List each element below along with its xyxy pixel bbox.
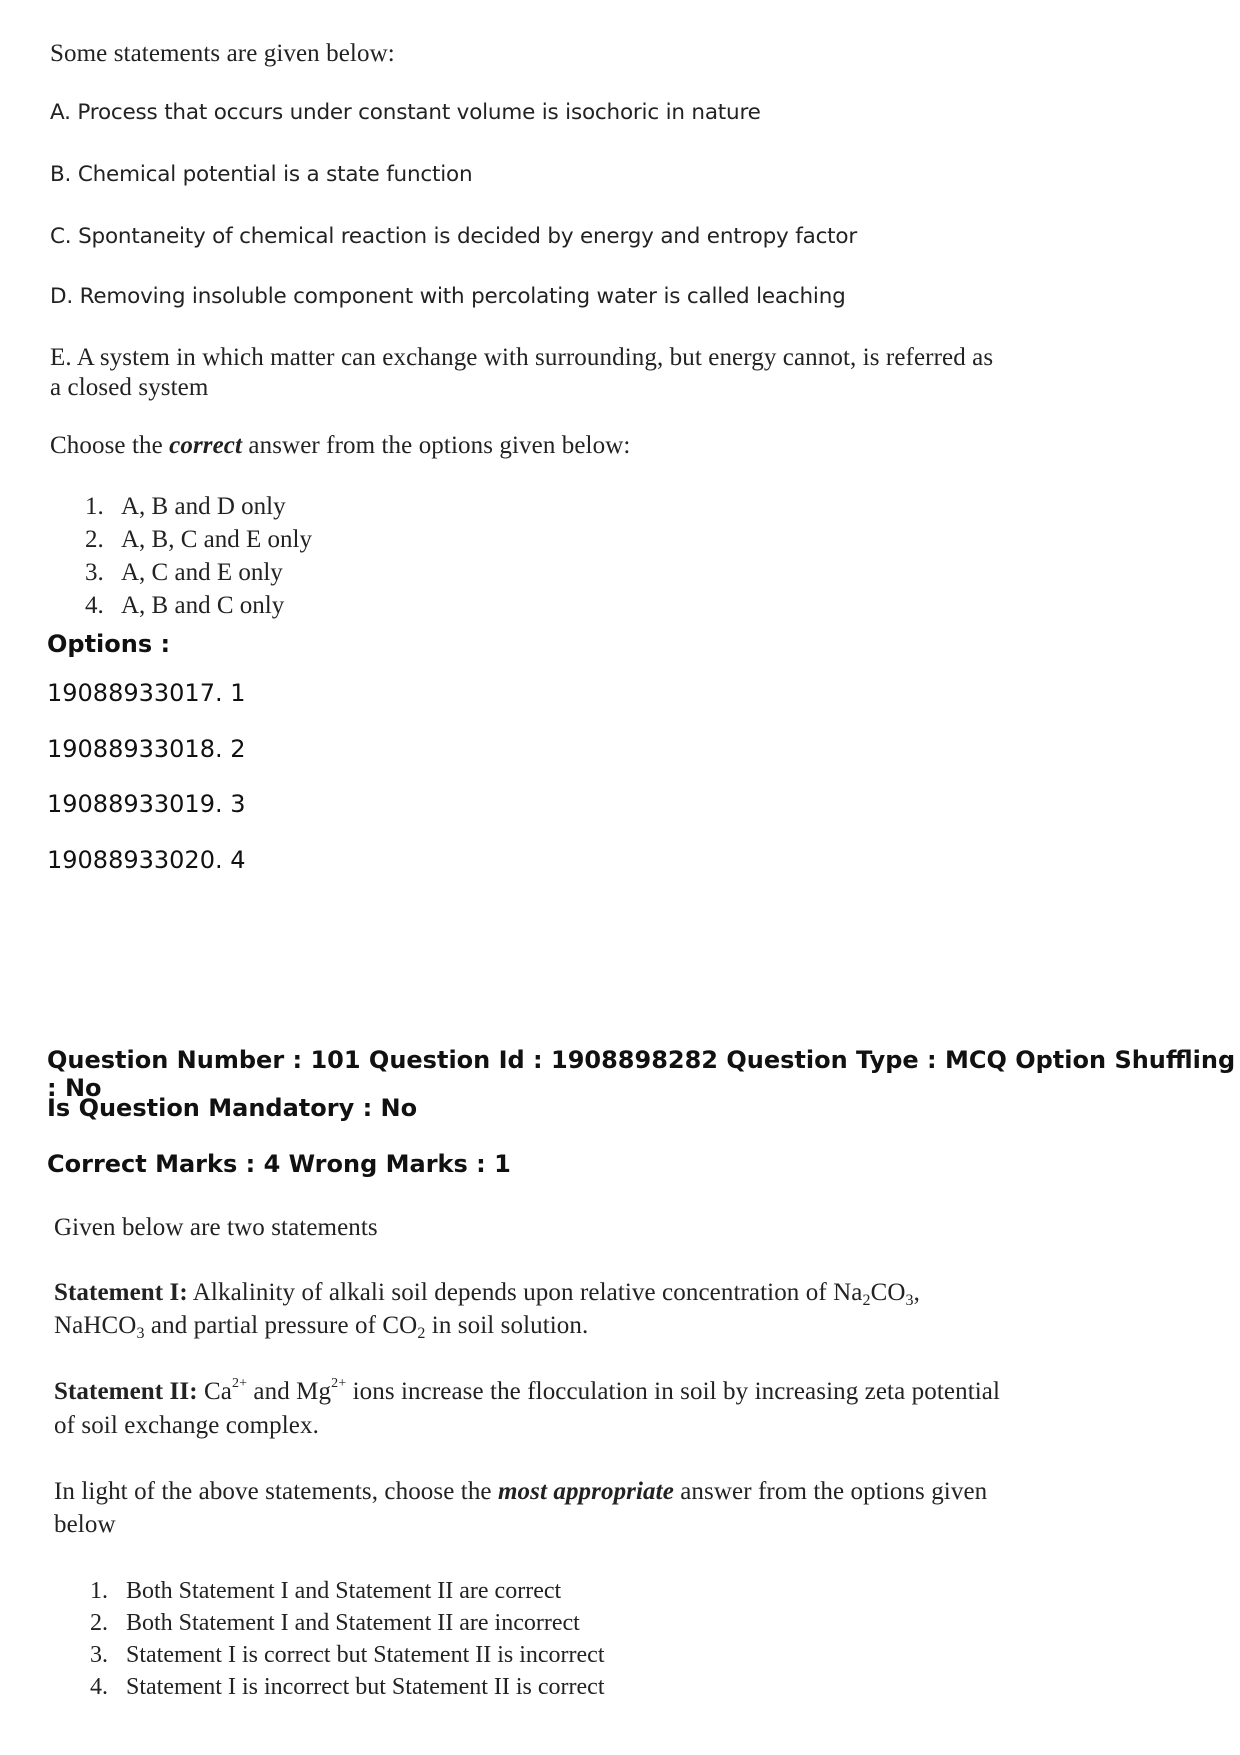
- list-item-number: 3.: [90, 1642, 108, 1668]
- q101-answer-list: [90, 1575, 605, 1703]
- statement-2-label: Statement II:: [54, 1378, 198, 1405]
- statement-2-text: and Mg: [247, 1378, 332, 1405]
- q101-statement-2-line1: [54, 1378, 1000, 1406]
- option-item-1: 19088933017. 1: [47, 679, 246, 707]
- list-item-text: Statement I is incorrect but Statement II is correct: [126, 1674, 605, 1700]
- statement-1-text: NaHCO: [54, 1312, 137, 1339]
- list-item-text: Both Statement I and Statement II are correct: [126, 1578, 562, 1604]
- superscript: 2+: [331, 1376, 347, 1391]
- list-item-number: 4.: [90, 1674, 108, 1700]
- list-item-text: A, B, C and E only: [121, 526, 312, 553]
- list-item: [90, 1671, 605, 1703]
- list-item-number: 4.: [85, 592, 104, 619]
- q100-statement-e-line1: E. A system in which matter can exchange with surrounding, but energy cannot, is referred as: [50, 344, 994, 371]
- q100-statement-a: A. Process that occurs under constant volume is isochoric in nature: [50, 100, 761, 125]
- question-header: Question Number : 101 Question Id : 1908898282 Question Type : MCQ Option Shuffling : No: [47, 1046, 1236, 1102]
- statement-1-text: and partial pressure of CO: [144, 1312, 418, 1339]
- list-item-text: Statement I is correct but Statement II is incorrect: [126, 1642, 605, 1668]
- q100-statement-b: B. Chemical potential is a state function: [50, 162, 473, 187]
- list-item: [90, 1575, 605, 1607]
- instruction-emphasis: most appropriate: [497, 1478, 674, 1505]
- option-item-2: 19088933018. 2: [47, 735, 246, 763]
- q101-light-instruction-line2: below: [54, 1511, 116, 1538]
- q100-choose-instruction: [50, 432, 630, 460]
- list-item: [85, 556, 312, 589]
- q100-statement-e-line2: a closed system: [50, 374, 209, 401]
- subscript: 2: [862, 1292, 871, 1309]
- list-item-number: 2.: [90, 1610, 108, 1636]
- statement-1-text: CO: [870, 1279, 906, 1306]
- statement-1-label: Statement I:: [54, 1279, 188, 1306]
- q101-statement-1-line1: [54, 1279, 920, 1307]
- q101-statement-1-line2: [54, 1312, 588, 1340]
- q100-statement-d: D. Removing insoluble component with percolating water is called leaching: [50, 284, 846, 309]
- options-heading: Options :: [47, 630, 171, 658]
- statement-2-text: Ca: [197, 1378, 232, 1405]
- list-item-text: A, B and D only: [121, 493, 286, 520]
- question-marks: Correct Marks : 4 Wrong Marks : 1: [47, 1150, 511, 1178]
- list-item-number: 1.: [90, 1578, 108, 1604]
- instruction-text: answer from the options given: [673, 1478, 988, 1505]
- list-item-number: 1.: [85, 493, 104, 520]
- list-item: [85, 589, 312, 622]
- choose-text-after: answer from the options given below:: [242, 432, 631, 459]
- instruction-text: In light of the above statements, choose the: [54, 1478, 498, 1505]
- statement-2-text: ions increase the flocculation in soil by increasing zeta potential: [346, 1378, 1001, 1405]
- subscript: 3: [136, 1325, 145, 1342]
- list-item-number: 2.: [85, 526, 104, 553]
- list-item-text: A, B and C only: [121, 592, 285, 619]
- statement-1-text: in soil solution.: [425, 1312, 589, 1339]
- list-item: [85, 490, 312, 523]
- question-mandatory: Is Question Mandatory : No: [47, 1094, 418, 1122]
- option-item-3: 19088933019. 3: [47, 790, 246, 818]
- choose-emphasis: correct: [169, 432, 243, 459]
- choose-text-before: Choose the: [50, 432, 170, 459]
- subscript: 3: [905, 1292, 914, 1309]
- option-item-4: 19088933020. 4: [47, 846, 246, 874]
- q100-intro: Some statements are given below:: [50, 40, 395, 67]
- statement-1-text: Alkalinity of alkali soil depends upon relative concentration of Na: [187, 1279, 863, 1306]
- list-item: [85, 523, 312, 556]
- q101-light-instruction-line1: [54, 1478, 987, 1506]
- superscript: 2+: [231, 1376, 248, 1391]
- statement-1-text: ,: [913, 1279, 920, 1306]
- q101-intro: Given below are two statements: [54, 1214, 378, 1241]
- list-item-number: 3.: [85, 559, 104, 586]
- list-item: [90, 1607, 605, 1639]
- q101-statement-2-line2: of soil exchange complex.: [54, 1412, 319, 1439]
- q100-answer-list: [85, 490, 312, 622]
- subscript: 2: [417, 1325, 426, 1342]
- q100-statement-c: C. Spontaneity of chemical reaction is decided by energy and entropy factor: [50, 224, 858, 249]
- list-item-text: Both Statement I and Statement II are incorrect: [126, 1610, 580, 1636]
- list-item-text: A, C and E only: [121, 559, 283, 586]
- list-item: [90, 1639, 605, 1671]
